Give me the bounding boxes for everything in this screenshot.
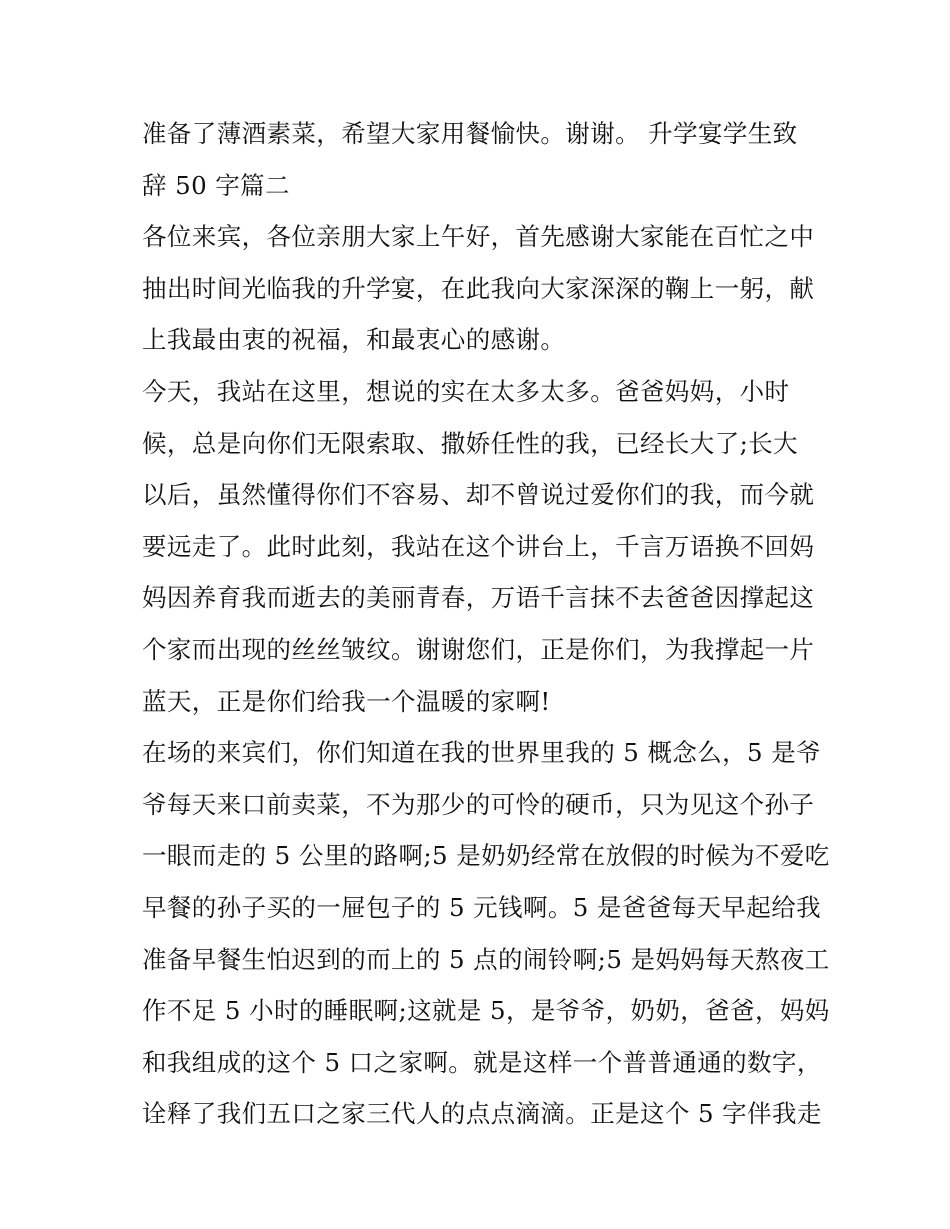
text-line: 准备早餐生怕迟到的而上的 5 点的闹铃啊;5 是妈妈每天熬夜工 xyxy=(142,944,830,974)
text-line: 辞 50 字篇二 xyxy=(142,170,290,200)
text-line: 和我组成的这个 5 口之家啊。就是这样一个普普通通的数字， xyxy=(142,1047,822,1077)
text-line: 上我最由衷的祝福，和最衷心的感谢。 xyxy=(142,325,566,355)
text-line: 爷每天来口前卖菜，不为那少的可怜的硬币，只为见这个孙子 xyxy=(142,789,815,819)
text-line: 今天，我站在这里，想说的实在太多太多。爸爸妈妈，小时 xyxy=(142,376,790,406)
text-line: 诠释了我们五口之家三代人的点点滴滴。正是这个 5 字伴我走 xyxy=(142,1099,822,1129)
document-body xyxy=(142,108,830,1140)
text-line: 以后，虽然懂得你们不容易、却不曾说过爱你们的我，而今就 xyxy=(142,480,815,510)
text-line: 准备了薄酒素菜，希望大家用餐愉快。谢谢。 升学宴学生致 xyxy=(142,119,798,148)
text-line: 一眼而走的 5 公里的路啊;5 是奶奶经常在放假的时候为不爱吃 xyxy=(142,841,830,871)
text-line: 抽出时间光临我的升学宴，在此我向大家深深的鞠上一躬，献 xyxy=(142,273,815,303)
text-line: 作不足 5 小时的睡眠啊;这就是 5，是爷爷，奶奶，爸爸，妈妈 xyxy=(142,996,830,1026)
text-line: 候，总是向你们无限索取、撒娇任性的我，已经长大了;长大 xyxy=(142,428,799,458)
text-line: 要远走了。此时此刻，我站在这个讲台上，千言万语换不回妈 xyxy=(142,531,815,561)
text-line: 各位来宾，各位亲朋大家上午好，首先感谢大家能在百忙之中 xyxy=(142,222,815,252)
text-line: 妈因养育我而逝去的美丽青春，万语千言抹不去爸爸因撑起这 xyxy=(142,583,815,613)
text-line: 早餐的孙子买的一屉包子的 5 元钱啊。5 是爸爸每天早起给我 xyxy=(142,892,822,922)
text-line: 个家而出现的丝丝皱纹。谢谢您们，正是你们，为我撑起一片 xyxy=(142,634,815,664)
text-line: 蓝天，正是你们给我一个温暖的家啊! xyxy=(142,686,551,716)
text-line: 在场的来宾们，你们知道在我的世界里我的 5 概念么，5 是爷 xyxy=(142,738,822,768)
